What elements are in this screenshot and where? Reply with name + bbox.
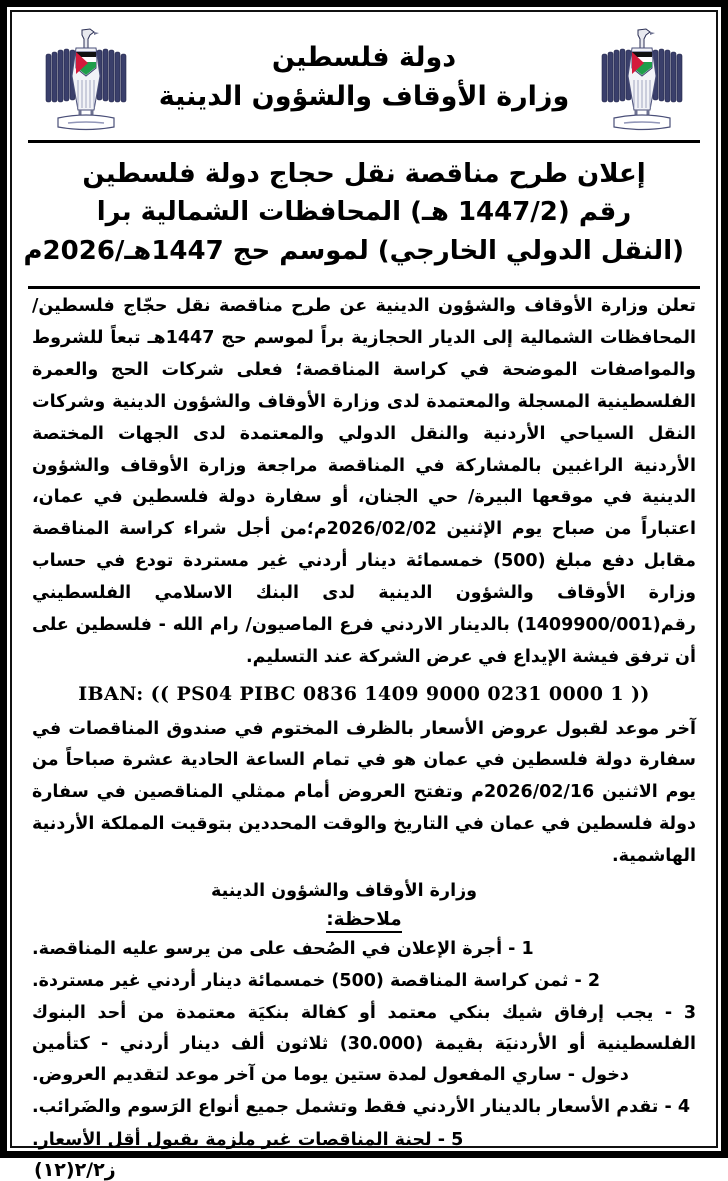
announcement-inner-frame [10, 10, 718, 1181]
palestine-eagle-of-saladin-emblem [594, 24, 690, 132]
footer-reference-code: ز٢/٢(١٢) [34, 1158, 116, 1181]
palestine-eagle-of-saladin-emblem-right [38, 24, 134, 132]
note-item: 3 - يجب إرفاق شيك بنكي معتمد أو كفالة بنكيَة معتمدة من أحد البنوك الفلسطينية أو الأردنيَة بقيمة (30.000) ثلاثون ألف دينار أردني - كتأمين دخول - ساري المفعول لمدة ستين يوما من آخر موعد لتقديم العروض. [32, 1003, 696, 1086]
title-line-2: رقم (1447/2 هـ) المحافظات الشمالية برا [96, 197, 632, 228]
note-item: 2 - ثمن كراسة المناقصة (500) خمسمائة دينار أردني غير مستردة. [32, 970, 601, 991]
iban-value: (( PS04 PIBC 0836 1409 9000 0231 0000 1 )) [150, 682, 650, 705]
iban-label: IBAN [78, 682, 137, 705]
ministry-name: وزارة الأوقاف والشؤون الدينية [158, 80, 570, 112]
ministry-signature: وزارة الأوقاف والشؤون الدينية [210, 880, 478, 901]
document-header [26, 18, 702, 134]
notes-heading-text: ملاحظة: [326, 909, 401, 933]
body-paragraph-1: تعلن وزارة الأوقاف والشؤون الدينية عن طرح مناقصة نقل حجّاج فلسطين/ المحافظات الشمالية إلى الديار الحجازية براً لموسم حج 1447هـ تبعاً للشروط والمواصفات الموضحة في كراسة المناقصة؛ فعلى شركات الحج والعمرة الفلسطينية المسجلة والمعتمدة لدى وزارة الأوقاف والشؤون الدينية وشركات النقل السياحي الأردنية والنقل الدولي والمعتمدة لدى الجهات المختصة الأردنية الراغبين بالمشاركة في المناقصة مراجعة وزارة الأوقاف والشؤون الدينية في موقعها البيرة/ حي الجنان، أو سفارة دولة فلسطين في عمان، اعتباراً من صباح يوم الإثنين 2026/02/02م؛من أجل شراء كراسة المناقصة مقابل دفع مبلغ (500) خمسمائة دينار أردني غير مستردة تودع في حساب وزارة الأوقاف والشؤون الدينية لدى البنك الاسلامي الفلسطيني رقم(1409900/001) بالدينار الاردني فرع الماصيون/ رام الله - فلسطين على أن ترفق فيشة الإيداع في عرض الشركة عند التسليم. [32, 296, 697, 667]
announcement-body-2 [26, 712, 702, 875]
announcement-body [26, 289, 702, 675]
title-line-1: إعلان طرح مناقصة نقل حجاج دولة فلسطين [82, 159, 646, 189]
iban-line [26, 676, 702, 712]
state-name: دولة فلسطين [271, 41, 457, 73]
notes-list [26, 934, 702, 1157]
note-item: 1 - أجرة الإعلان في الصُحف على من يرسو عليه المناقصة. [32, 938, 534, 959]
announcement-title [23, 143, 702, 280]
notes-heading [26, 903, 702, 934]
header-title-block [134, 41, 594, 115]
body-paragraph-2: آخر موعد لقبول عروض الأسعار بالظرف المختوم في صندوق المناقصات في سفارة دولة فلسطين في عمان هو في تمام الساعة الحادية عشرة صباحاً من يوم الاثنين 2026/02/16م وتفتح العروض أمام ممثلي المناقصين في سفارة دولة فلسطين في عمان في التاريخ والوقت المحددين بتوقيت المملكة الأردنية الهاشمية. [32, 718, 696, 866]
note-item: 5 - لجنة المناقصات غير ملزمة بقبول أقل الأسعار. [32, 1129, 464, 1150]
note-item: 4 - تقدم الأسعار بالدينار الأردني فقط وتشمل جميع أنواع الرَسوم والضَرائب. [32, 1097, 690, 1118]
title-line-3: (النقل الدولي الخارجي) لموسم حج 1447هـ/2026م [23, 235, 684, 266]
iban-separator: : [136, 682, 151, 705]
